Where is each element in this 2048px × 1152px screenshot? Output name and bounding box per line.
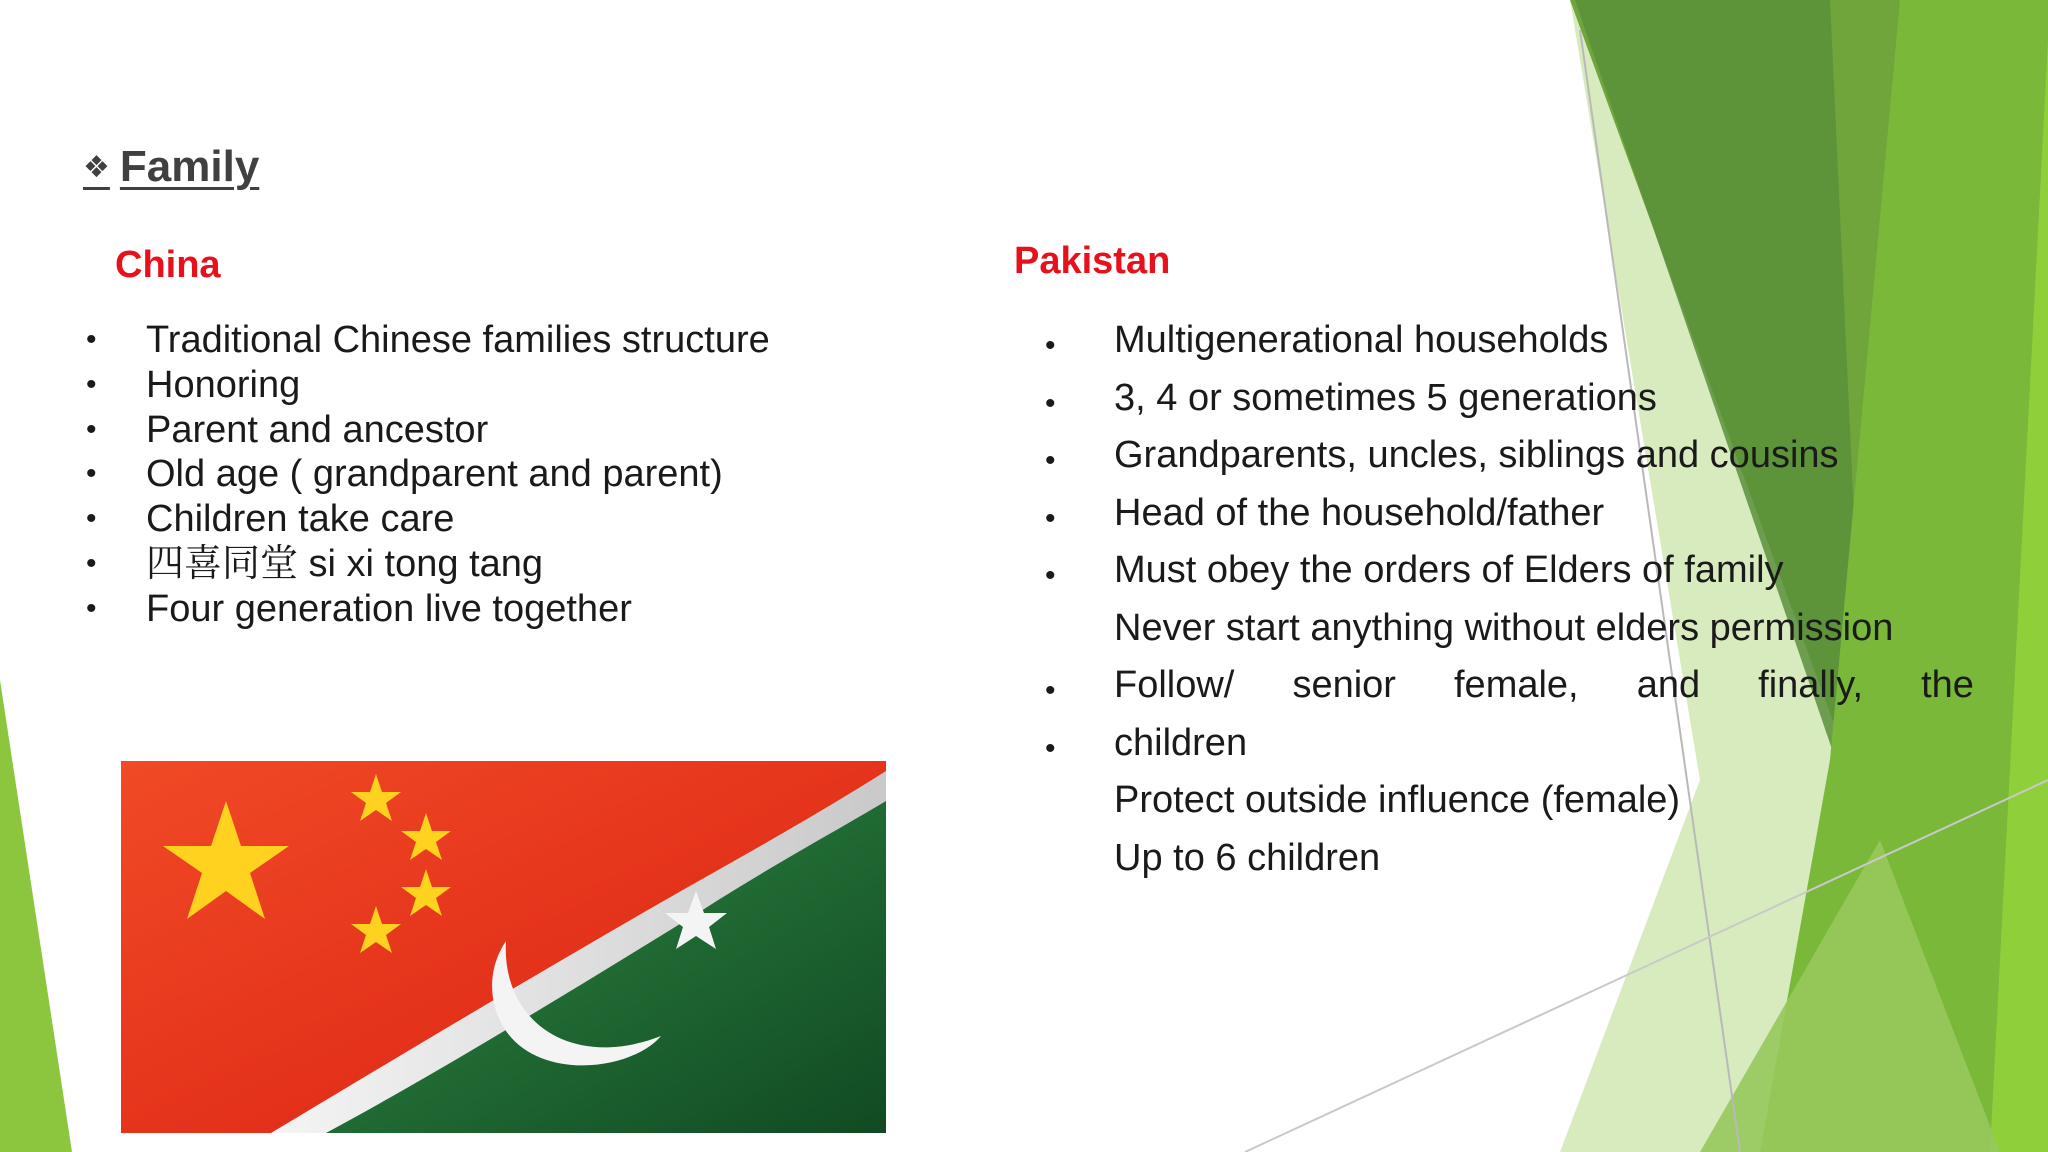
justified-word: the: [1921, 664, 1974, 706]
bullet-icon: •: [86, 457, 97, 491]
china-bullet-list: [86, 318, 770, 632]
bullet-icon: •: [1045, 329, 1056, 362]
list-item: • Honoring: [86, 363, 301, 406]
list-item: • Children take care: [86, 498, 455, 541]
list-item: • Traditional Chinese families structure: [86, 319, 770, 361]
section-title: [83, 142, 259, 192]
justified-word: finally,: [1758, 664, 1864, 706]
justified-word: senior: [1292, 664, 1396, 706]
list-item: Up to 6 children: [1114, 836, 1381, 879]
list-item: • Grandparents, uncles, siblings and cousins: [1045, 432, 1935, 490]
justified-word: and: [1636, 664, 1701, 706]
bullet-icon: •: [1045, 731, 1056, 765]
bullet-icon: •: [86, 367, 97, 401]
pakistan-heading: Pakistan: [1014, 240, 1171, 282]
list-item: • Must obey the orders of Elders of family: [1045, 547, 1935, 605]
china-pakistan-flag-image: [121, 761, 886, 1133]
bullet-icon: •: [1045, 559, 1056, 592]
list-item: Never start anything without elders permission: [1114, 606, 1894, 649]
list-item: • 3, 4 or sometimes 5 generations: [1045, 375, 1935, 433]
bullet-icon: •: [86, 502, 97, 536]
bullet-icon: •: [1045, 501, 1056, 535]
list-item: • Parent and ancestor: [86, 408, 489, 451]
diamond-bullet-icon: ❖: [83, 151, 110, 184]
list-item: • Old age ( grandparent and parent): [86, 453, 723, 496]
bullet-icon: •: [1045, 386, 1056, 420]
section-title-text: Family: [119, 142, 260, 191]
list-item: • Multigenerational households: [1045, 317, 1935, 375]
list-item: • Head of the household/father: [1045, 490, 1935, 548]
bullet-icon: •: [1045, 444, 1056, 477]
list-item: • children: [1045, 720, 1935, 778]
justified-word: female,: [1454, 664, 1579, 706]
pakistan-bullet-list: [1045, 317, 1974, 892]
justified-line: [1114, 662, 1974, 708]
china-heading: China: [115, 244, 221, 286]
flag-illustration: [121, 761, 886, 1133]
bullet-icon: •: [86, 591, 97, 625]
bullet-icon: •: [86, 412, 97, 446]
list-item: Protect outside influence (female): [1114, 779, 1681, 821]
bullet-icon: •: [86, 546, 97, 580]
list-item: • 四喜同堂 si xi tong tang: [86, 542, 544, 585]
justified-word: Follow/: [1114, 664, 1235, 706]
bullet-icon: •: [86, 323, 97, 356]
list-item: • Four generation live together: [86, 587, 632, 630]
bullet-icon: •: [1045, 674, 1056, 707]
list-item: [1045, 662, 1974, 720]
left-green-shape: [0, 680, 72, 1152]
